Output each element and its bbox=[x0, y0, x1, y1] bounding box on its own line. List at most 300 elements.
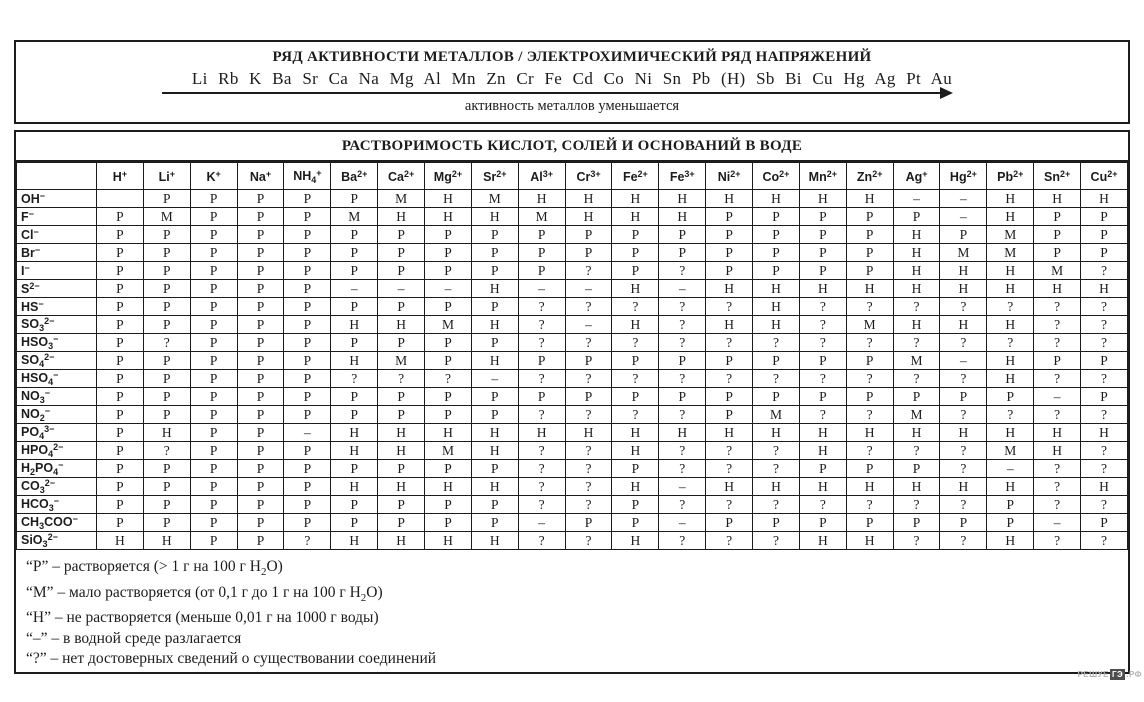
cation-header: $Fe^{3+}$ bbox=[659, 163, 706, 190]
solubility-cell: Р bbox=[97, 262, 144, 280]
solubility-cell: Р bbox=[143, 226, 190, 244]
corner-cell bbox=[17, 163, 97, 190]
solubility-cell: Р bbox=[237, 334, 284, 352]
solubility-cell: М bbox=[518, 208, 565, 226]
solubility-cell: Р bbox=[846, 460, 893, 478]
solubility-cell: Р bbox=[284, 496, 331, 514]
solubility-cell: Р bbox=[331, 244, 378, 262]
solubility-cell: Р bbox=[893, 514, 940, 532]
solubility-cell: М bbox=[893, 352, 940, 370]
solubility-cell: Н bbox=[893, 478, 940, 496]
anion-label: $NO_3^-$ bbox=[17, 388, 97, 406]
solubility-cell: ? bbox=[518, 478, 565, 496]
solubility-cell: ? bbox=[143, 442, 190, 460]
solubility-cell: Р bbox=[471, 244, 518, 262]
solubility-cell: ? bbox=[893, 298, 940, 316]
anion-label: F− bbox=[17, 208, 97, 226]
solubility-cell: Н bbox=[471, 316, 518, 334]
solubility-cell: Р bbox=[284, 514, 331, 532]
solubility-cell: Н bbox=[425, 208, 472, 226]
solubility-cell: Р bbox=[143, 352, 190, 370]
cation-header: $Mg^{2+}$ bbox=[425, 163, 472, 190]
solubility-cell: Р bbox=[987, 388, 1034, 406]
solubility-cell: Р bbox=[190, 262, 237, 280]
anion-label: Cl− bbox=[17, 226, 97, 244]
solubility-cell: Н bbox=[331, 352, 378, 370]
legend-item: “Р” – растворяется (> 1 г на 100 г $H_2O$) bbox=[26, 558, 283, 579]
solubility-cell: ? bbox=[940, 334, 987, 352]
solubility-cell: Р bbox=[1081, 388, 1128, 406]
solubility-cell: Р bbox=[378, 406, 425, 424]
cation-header: $Ni^{2+}$ bbox=[706, 163, 753, 190]
table-row bbox=[17, 334, 1128, 352]
solubility-cell: Н bbox=[612, 190, 659, 208]
solubility-cell: Р bbox=[190, 388, 237, 406]
solubility-cell: Н bbox=[331, 478, 378, 496]
solubility-cell: ? bbox=[753, 334, 800, 352]
solubility-cell: ? bbox=[1034, 370, 1081, 388]
cation-header: $Al^{3+}$ bbox=[518, 163, 565, 190]
solubility-cell: ? bbox=[846, 406, 893, 424]
solubility-cell: Н bbox=[97, 532, 144, 550]
solubility-cell: Р bbox=[143, 190, 190, 208]
solubility-cell: Р bbox=[190, 208, 237, 226]
solubility-cell: Р bbox=[378, 496, 425, 514]
anion-label: $HSO_3^-$ bbox=[17, 334, 97, 352]
solubility-cell: Р bbox=[471, 262, 518, 280]
solubility-cell: Р bbox=[753, 352, 800, 370]
solubility-cell: Н bbox=[378, 424, 425, 442]
solubility-cell: Н bbox=[565, 424, 612, 442]
solubility-cell: Р bbox=[97, 316, 144, 334]
legend-item: “М” – мало растворяется (от 0,1 г до 1 г на 100 г $H_2O$) bbox=[26, 583, 383, 604]
solubility-cell: Н bbox=[846, 424, 893, 442]
table-row bbox=[17, 514, 1128, 532]
solubility-cell: ? bbox=[753, 532, 800, 550]
solubility-cell: Р bbox=[237, 460, 284, 478]
solubility-cell: – bbox=[518, 280, 565, 298]
solubility-cell: Н bbox=[331, 424, 378, 442]
solubility-cell: Р bbox=[237, 262, 284, 280]
table-row bbox=[17, 244, 1128, 262]
solubility-cell: Р bbox=[612, 496, 659, 514]
solubility-cell: Р bbox=[846, 226, 893, 244]
solubility-cell: Р bbox=[518, 244, 565, 262]
solubility-cell: Р bbox=[471, 406, 518, 424]
solubility-cell: Р bbox=[425, 298, 472, 316]
solubility-cell: Р bbox=[331, 496, 378, 514]
solubility-cell: Р bbox=[378, 244, 425, 262]
solubility-cell: ? bbox=[1034, 298, 1081, 316]
solubility-cell: Р bbox=[284, 478, 331, 496]
solubility-cell: Р bbox=[846, 208, 893, 226]
solubility-cell: Р bbox=[378, 334, 425, 352]
solubility-cell: Р bbox=[190, 424, 237, 442]
cation-header: $Hg^{2+}$ bbox=[940, 163, 987, 190]
solubility-cell: Р bbox=[284, 370, 331, 388]
anion-label: HS− bbox=[17, 298, 97, 316]
solubility-cell: ? bbox=[799, 298, 846, 316]
solubility-cell: Р bbox=[753, 208, 800, 226]
cation-header: $Ba^{2+}$ bbox=[331, 163, 378, 190]
solubility-cell: Р bbox=[1081, 244, 1128, 262]
solubility-cell: Р bbox=[987, 514, 1034, 532]
solubility-cell: ? bbox=[893, 532, 940, 550]
solubility-cell: Р bbox=[518, 262, 565, 280]
solubility-cell: Р bbox=[846, 244, 893, 262]
solubility-cell: Р bbox=[190, 496, 237, 514]
solubility-cell: Н bbox=[706, 280, 753, 298]
solubility-cell: М bbox=[987, 442, 1034, 460]
solubility-cell: Р bbox=[565, 514, 612, 532]
solubility-cell: М bbox=[1034, 262, 1081, 280]
solubility-cell: Р bbox=[190, 334, 237, 352]
solubility-cell: Р bbox=[565, 388, 612, 406]
solubility-cell: Н bbox=[893, 244, 940, 262]
solubility-cell: – bbox=[518, 514, 565, 532]
solubility-cell: ? bbox=[846, 298, 893, 316]
solubility-cell: ? bbox=[1034, 532, 1081, 550]
solubility-cell: Н bbox=[471, 352, 518, 370]
solubility-cell: Р bbox=[284, 388, 331, 406]
solubility-cell: Р bbox=[190, 406, 237, 424]
solubility-cell: ? bbox=[425, 370, 472, 388]
solubility-cell: Н bbox=[846, 280, 893, 298]
anion-label: $HPO_4^{2-}$ bbox=[17, 442, 97, 460]
solubility-cell: ? bbox=[706, 334, 753, 352]
solubility-cell: Р bbox=[97, 424, 144, 442]
solubility-cell: Р bbox=[284, 280, 331, 298]
solubility-cell: Р bbox=[471, 334, 518, 352]
solubility-cell: Р bbox=[190, 280, 237, 298]
solubility-cell: ? bbox=[940, 370, 987, 388]
solubility-cell: Р bbox=[940, 226, 987, 244]
solubility-cell: ? bbox=[940, 406, 987, 424]
solubility-cell: Р bbox=[799, 262, 846, 280]
solubility-cell: ? bbox=[518, 406, 565, 424]
solubility-cell: ? bbox=[940, 532, 987, 550]
solubility-cell: Р bbox=[143, 244, 190, 262]
solubility-cell: ? bbox=[659, 460, 706, 478]
solubility-cell: – bbox=[940, 208, 987, 226]
solubility-cell: Р bbox=[706, 352, 753, 370]
solubility-cell: Р bbox=[97, 478, 144, 496]
solubility-cell: Р bbox=[331, 262, 378, 280]
solubility-cell: Н bbox=[753, 190, 800, 208]
solubility-cell: Н bbox=[706, 190, 753, 208]
solubility-cell: Р bbox=[378, 460, 425, 478]
solubility-cell: Р bbox=[237, 352, 284, 370]
solubility-cell: Н bbox=[331, 532, 378, 550]
solubility-cell: ? bbox=[612, 370, 659, 388]
anion-label: $CH_3COO^-$ bbox=[17, 514, 97, 532]
anion-label: $HSO_4^-$ bbox=[17, 370, 97, 388]
solubility-panel bbox=[14, 130, 1130, 674]
solubility-cell: М bbox=[425, 442, 472, 460]
solubility-cell: Р bbox=[893, 460, 940, 478]
solubility-cell: Р bbox=[143, 514, 190, 532]
solubility-cell: ? bbox=[612, 334, 659, 352]
solubility-cell: ? bbox=[1034, 478, 1081, 496]
solubility-cell: ? bbox=[799, 370, 846, 388]
solubility-cell: ? bbox=[659, 316, 706, 334]
solubility-cell: Р bbox=[143, 280, 190, 298]
solubility-cell: Р bbox=[893, 208, 940, 226]
solubility-cell: М bbox=[987, 226, 1034, 244]
watermark-badge: ГЭ bbox=[1111, 670, 1124, 679]
solubility-cell: ? bbox=[565, 370, 612, 388]
solubility-cell: Р bbox=[237, 190, 284, 208]
solubility-cell: Н bbox=[893, 262, 940, 280]
solubility-cell: Р bbox=[471, 298, 518, 316]
solubility-cell: Р bbox=[1081, 226, 1128, 244]
solubility-cell: Р bbox=[518, 226, 565, 244]
solubility-cell: ? bbox=[565, 442, 612, 460]
solubility-cell: Р bbox=[846, 388, 893, 406]
solubility-cell: ? bbox=[518, 460, 565, 478]
solubility-cell: Н bbox=[940, 424, 987, 442]
solubility-cell: Н bbox=[565, 208, 612, 226]
solubility-cell: Р bbox=[753, 226, 800, 244]
solubility-cell: Р bbox=[190, 532, 237, 550]
solubility-cell: ? bbox=[331, 370, 378, 388]
solubility-cell: ? bbox=[753, 442, 800, 460]
solubility-cell: ? bbox=[940, 496, 987, 514]
solubility-cell: Р bbox=[284, 208, 331, 226]
solubility-cell: Р bbox=[1034, 352, 1081, 370]
solubility-cell: Р bbox=[846, 352, 893, 370]
solubility-cell: Р bbox=[425, 406, 472, 424]
solubility-cell: Р bbox=[97, 280, 144, 298]
solubility-cell: Р bbox=[1034, 208, 1081, 226]
anion-label: $H_2PO_4^-$ bbox=[17, 460, 97, 478]
solubility-cell: Р bbox=[237, 316, 284, 334]
cation-header: $Sn^{2+}$ bbox=[1034, 163, 1081, 190]
solubility-cell: Р bbox=[471, 388, 518, 406]
solubility-cell: – bbox=[425, 280, 472, 298]
solubility-cell: Р bbox=[237, 244, 284, 262]
solubility-cell: Р bbox=[190, 442, 237, 460]
solubility-cell: Р bbox=[284, 316, 331, 334]
solubility-cell: – bbox=[378, 280, 425, 298]
solubility-cell: ? bbox=[987, 406, 1034, 424]
solubility-cell: Н bbox=[753, 280, 800, 298]
solubility-cell: Р bbox=[753, 244, 800, 262]
solubility-cell: ? bbox=[1034, 496, 1081, 514]
solubility-cell: ? bbox=[659, 406, 706, 424]
solubility-cell: М bbox=[425, 316, 472, 334]
table-row bbox=[17, 532, 1128, 550]
solubility-cell: ? bbox=[1034, 460, 1081, 478]
solubility-cell: ? bbox=[987, 334, 1034, 352]
solubility-cell: ? bbox=[940, 442, 987, 460]
solubility-cell: Р bbox=[1081, 352, 1128, 370]
solubility-cell: Р bbox=[565, 352, 612, 370]
solubility-cell: Н bbox=[753, 478, 800, 496]
table-row bbox=[17, 298, 1128, 316]
solubility-cell: Н bbox=[893, 424, 940, 442]
solubility-cell: Р bbox=[706, 262, 753, 280]
solubility-cell: Н bbox=[753, 298, 800, 316]
solubility-cell: Р bbox=[893, 388, 940, 406]
solubility-cell: Н bbox=[659, 190, 706, 208]
solubility-cell: Н bbox=[987, 316, 1034, 334]
solubility-cell: Р bbox=[471, 496, 518, 514]
solubility-cell: ? bbox=[659, 532, 706, 550]
anion-label: SiO$_3^{2-}$ bbox=[17, 532, 97, 550]
solubility-cell: Р bbox=[237, 442, 284, 460]
watermark-text: РЕШУЕ bbox=[1077, 670, 1109, 679]
solubility-cell: Н bbox=[378, 208, 425, 226]
cation-header: $Zn^{2+}$ bbox=[846, 163, 893, 190]
solubility-cell: Р bbox=[331, 226, 378, 244]
solubility-cell: Р bbox=[846, 262, 893, 280]
anion-label: $PO_4^{3-}$ bbox=[17, 424, 97, 442]
solubility-cell: ? bbox=[846, 370, 893, 388]
solubility-cell: Р bbox=[425, 262, 472, 280]
solubility-cell: Р bbox=[612, 226, 659, 244]
solubility-cell: Р bbox=[284, 262, 331, 280]
table-row bbox=[17, 280, 1128, 298]
solubility-cell: Н bbox=[987, 280, 1034, 298]
solubility-cell: Р bbox=[425, 334, 472, 352]
solubility-cell: Р bbox=[425, 460, 472, 478]
solubility-cell: Н bbox=[612, 442, 659, 460]
solubility-cell: Р bbox=[940, 388, 987, 406]
solubility-cell: – bbox=[565, 316, 612, 334]
solubility-cell: Р bbox=[799, 460, 846, 478]
solubility-cell: Р bbox=[237, 424, 284, 442]
solubility-cell: Р bbox=[143, 298, 190, 316]
solubility-cell: Р bbox=[284, 226, 331, 244]
solubility-cell: Р bbox=[143, 478, 190, 496]
solubility-cell: Р bbox=[284, 406, 331, 424]
solubility-cell: ? bbox=[753, 496, 800, 514]
solubility-cell: Н bbox=[987, 190, 1034, 208]
table-row bbox=[17, 460, 1128, 478]
solubility-cell: Н bbox=[565, 190, 612, 208]
solubility-cell: М bbox=[471, 190, 518, 208]
solubility-cell: ? bbox=[518, 316, 565, 334]
anion-label: $SO_3^{2-}$ bbox=[17, 316, 97, 334]
solubility-cell: Н bbox=[425, 190, 472, 208]
solubility-cell: М bbox=[143, 208, 190, 226]
solubility-cell: Р bbox=[237, 280, 284, 298]
solubility-cell: ? bbox=[893, 496, 940, 514]
solubility-cell: Р bbox=[846, 514, 893, 532]
solubility-cell: Р bbox=[659, 244, 706, 262]
solubility-cell: Р bbox=[190, 370, 237, 388]
table-row bbox=[17, 388, 1128, 406]
solubility-cell: М bbox=[378, 352, 425, 370]
solubility-cell: Н bbox=[1034, 424, 1081, 442]
solubility-cell: Р bbox=[706, 406, 753, 424]
solubility-cell: Р bbox=[612, 244, 659, 262]
solubility-cell: Р bbox=[237, 496, 284, 514]
solubility-cell: Р bbox=[97, 226, 144, 244]
solubility-cell: Р bbox=[471, 514, 518, 532]
solubility-cell: – bbox=[659, 280, 706, 298]
solubility-cell: Р bbox=[237, 532, 284, 550]
solubility-cell: ? bbox=[1034, 406, 1081, 424]
anion-label: Br− bbox=[17, 244, 97, 262]
solubility-cell: Р bbox=[706, 208, 753, 226]
solubility-cell: Н bbox=[987, 262, 1034, 280]
solubility-cell: Р bbox=[753, 514, 800, 532]
solubility-cell: Н bbox=[987, 478, 1034, 496]
solubility-cell: Н bbox=[612, 532, 659, 550]
cation-header: $Cr^{3+}$ bbox=[565, 163, 612, 190]
solubility-cell: М bbox=[753, 406, 800, 424]
anion-label: $SO_4^{2-}$ bbox=[17, 352, 97, 370]
solubility-cell: Р bbox=[799, 244, 846, 262]
solubility-cell: Н bbox=[471, 208, 518, 226]
solubility-cell: Р bbox=[331, 388, 378, 406]
solubility-cell: Н bbox=[471, 280, 518, 298]
solubility-cell: ? bbox=[799, 496, 846, 514]
solubility-cell: Р bbox=[97, 460, 144, 478]
cation-header: K+ bbox=[190, 163, 237, 190]
table-row bbox=[17, 406, 1128, 424]
solubility-cell: Р bbox=[612, 514, 659, 532]
solubility-cell: Р bbox=[753, 388, 800, 406]
solubility-cell: ? bbox=[518, 298, 565, 316]
solubility-cell: Н bbox=[612, 280, 659, 298]
solubility-cell: ? bbox=[1081, 442, 1128, 460]
solubility-cell: Р bbox=[331, 190, 378, 208]
legend-item: “Н” – не растворяется (меньше 0,01 г на 1000 г воды) bbox=[26, 609, 379, 627]
cation-header: $Cu^{2+}$ bbox=[1081, 163, 1128, 190]
anion-label: I− bbox=[17, 262, 97, 280]
solubility-cell: Н bbox=[425, 424, 472, 442]
solubility-cell: Н bbox=[893, 280, 940, 298]
solubility-cell: Р bbox=[331, 460, 378, 478]
table-row bbox=[17, 496, 1128, 514]
solubility-cell: Н bbox=[987, 208, 1034, 226]
activity-series-panel bbox=[14, 40, 1130, 124]
solubility-cell: Р bbox=[659, 226, 706, 244]
solubility-cell: М bbox=[378, 190, 425, 208]
cation-header: $Ca^{2+}$ bbox=[378, 163, 425, 190]
solubility-cell: ? bbox=[659, 496, 706, 514]
solubility-cell: Р bbox=[706, 388, 753, 406]
solubility-cell: Р bbox=[284, 352, 331, 370]
solubility-cell: ? bbox=[565, 334, 612, 352]
solubility-cell: Н bbox=[799, 190, 846, 208]
solubility-cell: ? bbox=[846, 496, 893, 514]
solubility-cell: ? bbox=[846, 442, 893, 460]
cation-header: $Mn^{2+}$ bbox=[799, 163, 846, 190]
solubility-cell: Р bbox=[97, 244, 144, 262]
table-row bbox=[17, 478, 1128, 496]
solubility-cell: ? bbox=[565, 262, 612, 280]
solubility-cell: ? bbox=[565, 478, 612, 496]
activity-series-metals: Li Rb K Ba Sr Ca Na Mg Al Mn Zn Cr Fe Cd Co Ni Sn Pb (H) Sb Bi Cu Hg Ag Pt Au bbox=[191, 69, 953, 88]
solubility-cell: ? bbox=[1081, 532, 1128, 550]
solubility-cell: ? bbox=[987, 298, 1034, 316]
solubility-cell: Р bbox=[378, 262, 425, 280]
solubility-cell: ? bbox=[565, 406, 612, 424]
solubility-cell: ? bbox=[659, 370, 706, 388]
cation-header: Li+ bbox=[143, 163, 190, 190]
solubility-cell: Р bbox=[378, 298, 425, 316]
solubility-cell: ? bbox=[612, 298, 659, 316]
legend-item: “?” – нет достоверных сведений о существовании соединений bbox=[26, 650, 437, 668]
solubility-cell: – bbox=[565, 280, 612, 298]
solubility-cell: Р bbox=[799, 514, 846, 532]
solubility-cell: Р bbox=[612, 460, 659, 478]
solubility-cell: Н bbox=[143, 532, 190, 550]
